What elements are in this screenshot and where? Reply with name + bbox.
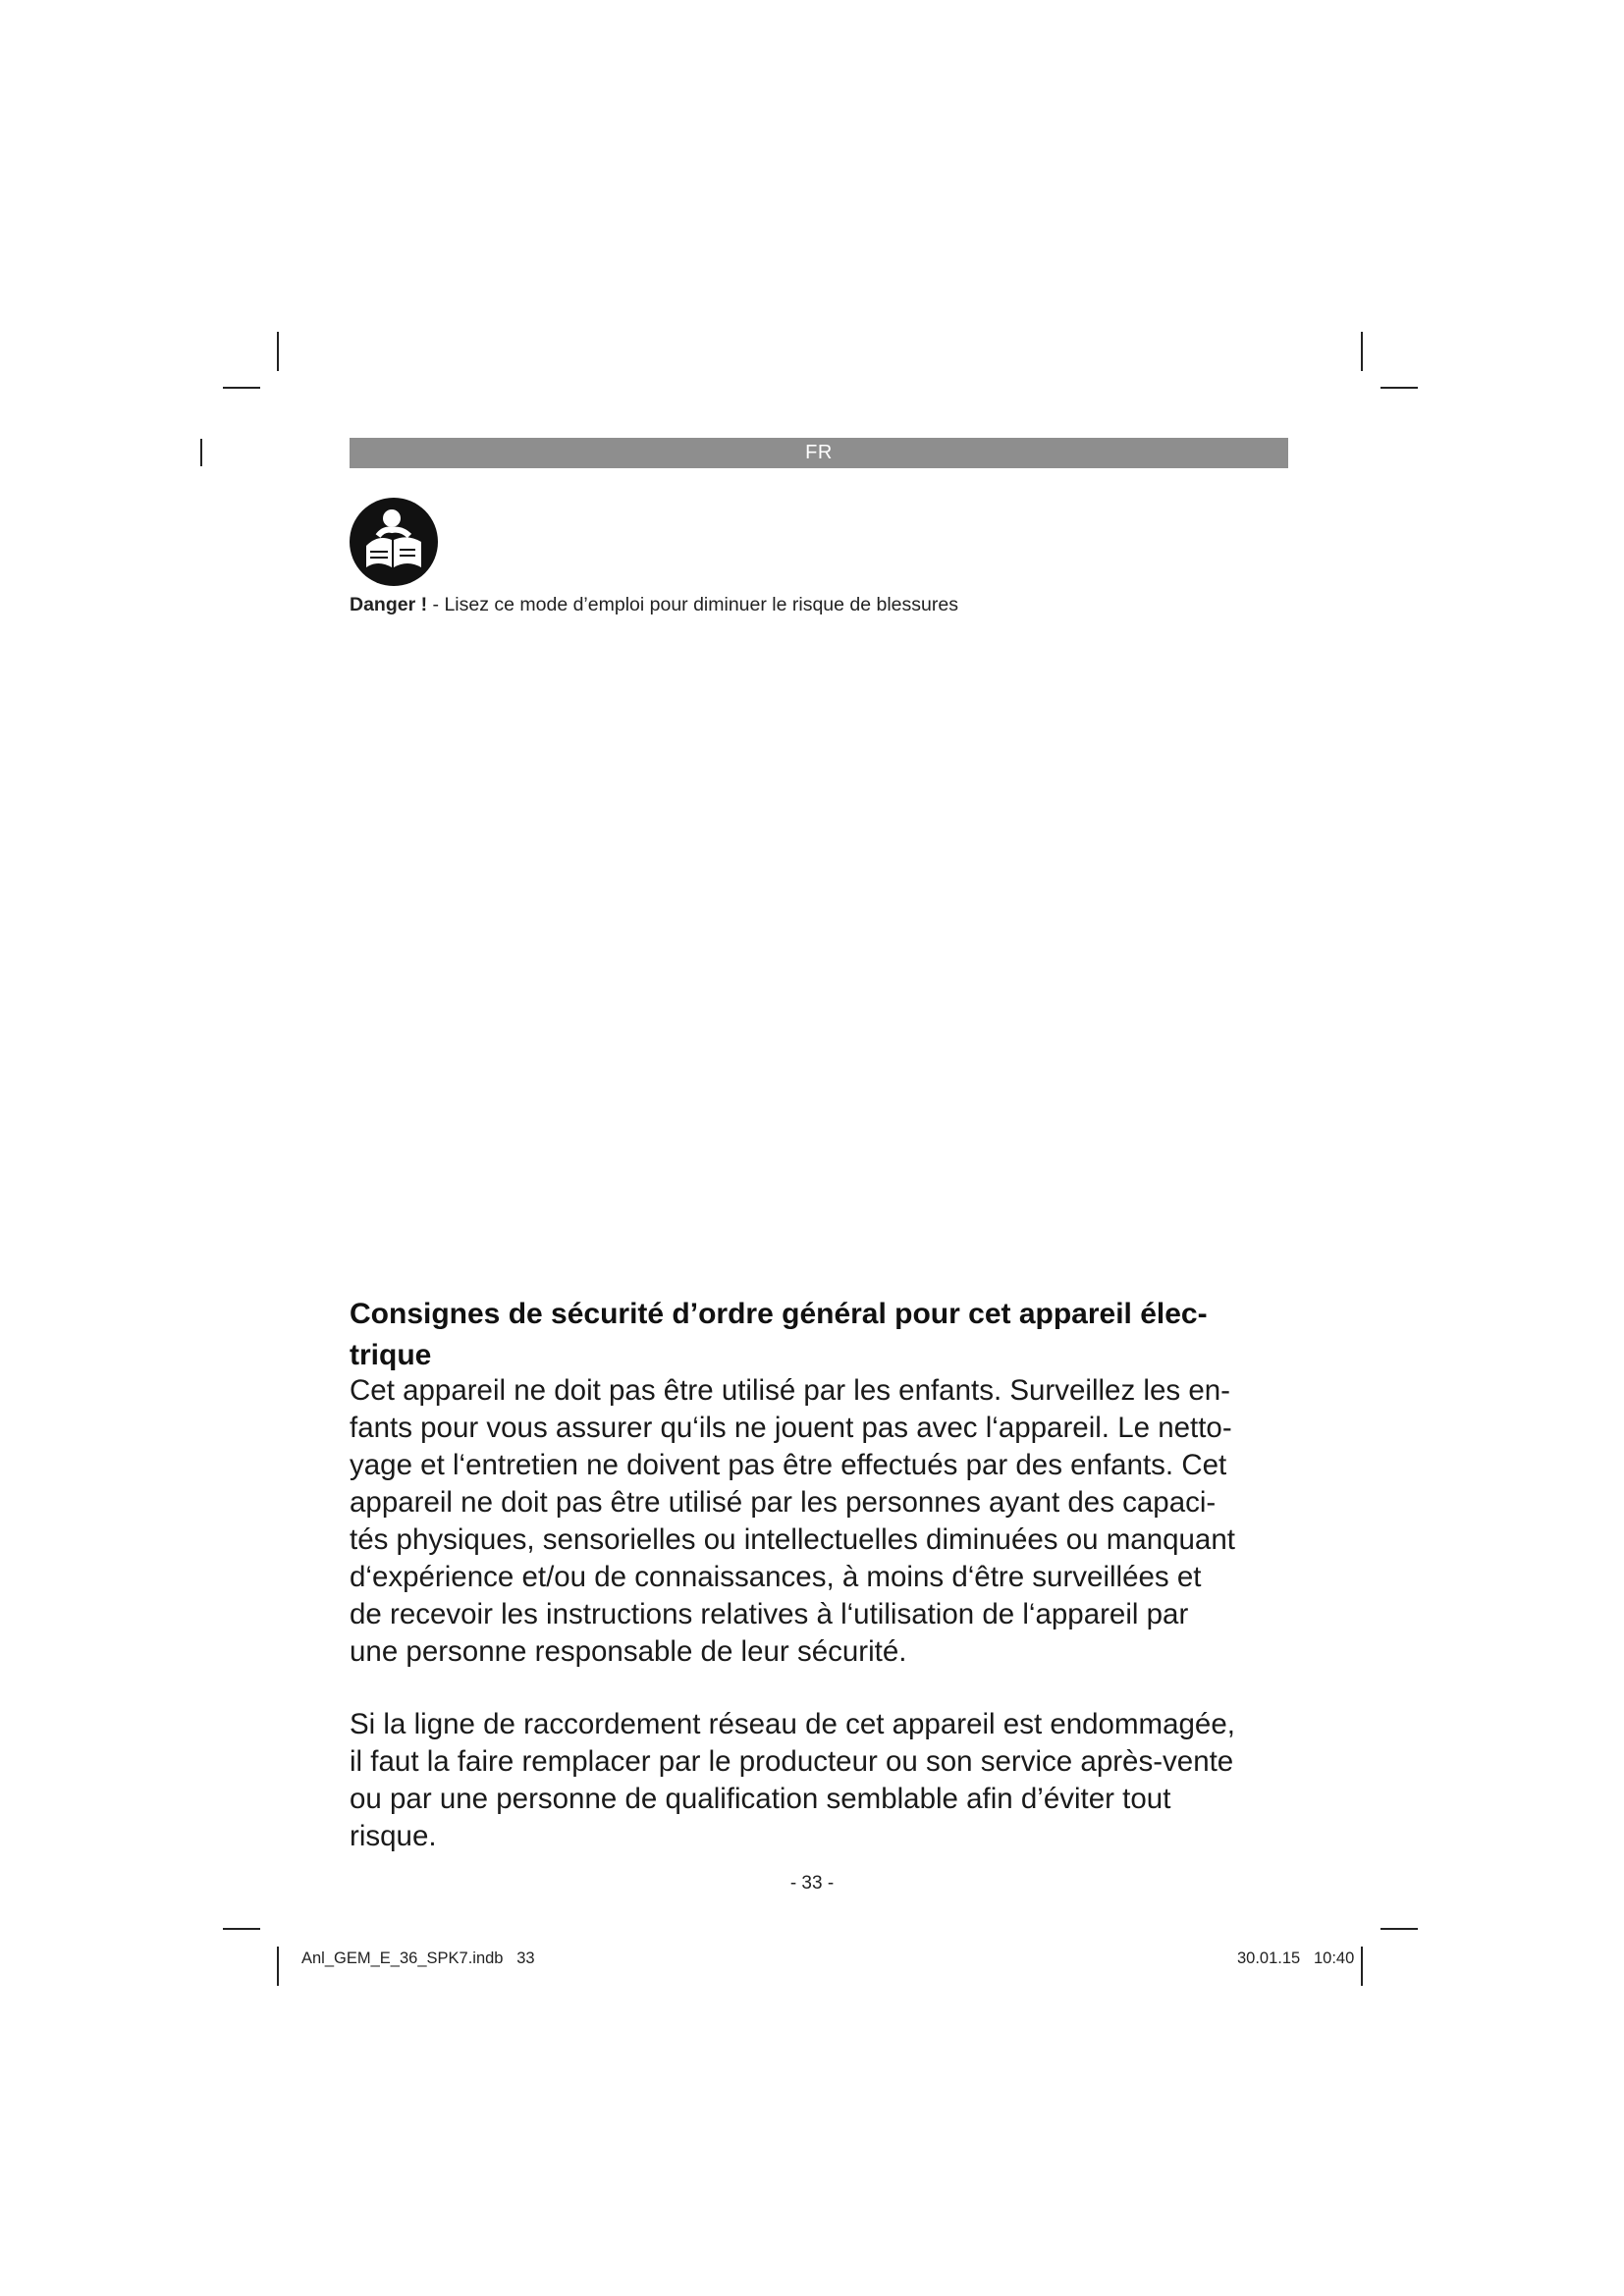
crop-mark bbox=[1361, 332, 1363, 371]
danger-warning bbox=[350, 594, 958, 616]
paragraph-line: fants pour vous assurer qu‘ils ne jouent pas avec l‘appareil. Le netto- bbox=[350, 1412, 1232, 1444]
paragraph-line: ou par une personne de qualification semblable afin d’éviter tout bbox=[350, 1783, 1171, 1815]
paragraph-line: Cet appareil ne doit pas être utilisé par les enfants. Surveillez les en- bbox=[350, 1374, 1230, 1407]
safety-paragraph-cable bbox=[350, 1706, 1292, 1855]
crop-mark bbox=[1380, 1928, 1418, 1930]
paragraph-line: appareil ne doit pas être utilisé par les personnes ayant des capaci- bbox=[350, 1486, 1217, 1519]
danger-text: - Lisez ce mode d’emploi pour diminuer le risque de blessures bbox=[432, 594, 958, 615]
read-manual-icon bbox=[349, 497, 439, 587]
paragraph-line: risque. bbox=[350, 1820, 437, 1852]
danger-label: Danger ! bbox=[350, 594, 428, 615]
language-label: FR bbox=[805, 442, 833, 463]
crop-mark bbox=[200, 439, 202, 466]
section-title bbox=[350, 1294, 1292, 1376]
section-title-line: Consignes de sécurité d’ordre général pour cet appareil élec- bbox=[350, 1298, 1208, 1330]
paragraph-line: il faut la faire remplacer par le producteur ou son service après-vente bbox=[350, 1745, 1234, 1778]
crop-mark bbox=[1361, 1947, 1363, 1986]
crop-mark bbox=[277, 332, 279, 371]
crop-mark bbox=[223, 387, 260, 389]
safety-paragraph-children bbox=[350, 1372, 1292, 1671]
paragraph-line: d‘expérience et/ou de connaissances, à moins d‘être surveillées et bbox=[350, 1561, 1202, 1593]
paragraph-line: tés physiques, sensorielles ou intellectuelles diminuées ou manquant bbox=[350, 1523, 1235, 1556]
section-title-line: trique bbox=[350, 1339, 432, 1371]
crop-mark bbox=[1380, 387, 1418, 389]
paragraph-line: une personne responsable de leur sécurité. bbox=[350, 1635, 907, 1668]
language-header-bar bbox=[350, 438, 1288, 468]
crop-mark bbox=[277, 1947, 279, 1986]
crop-mark bbox=[223, 1928, 260, 1930]
paragraph-line: de recevoir les instructions relatives à l‘utilisation de l‘appareil par bbox=[350, 1598, 1189, 1630]
footer-date-info: 30.01.15 10:40 bbox=[1237, 1949, 1355, 1967]
paragraph-line: yage et l‘entretien ne doivent pas être effectués par des enfants. Cet bbox=[350, 1449, 1227, 1481]
page-number: - 33 - bbox=[789, 1873, 835, 1894]
footer-file-info: Anl_GEM_E_36_SPK7.indb 33 bbox=[301, 1949, 535, 1967]
paragraph-line: Si la ligne de raccordement réseau de cet appareil est endommagée, bbox=[350, 1708, 1235, 1740]
